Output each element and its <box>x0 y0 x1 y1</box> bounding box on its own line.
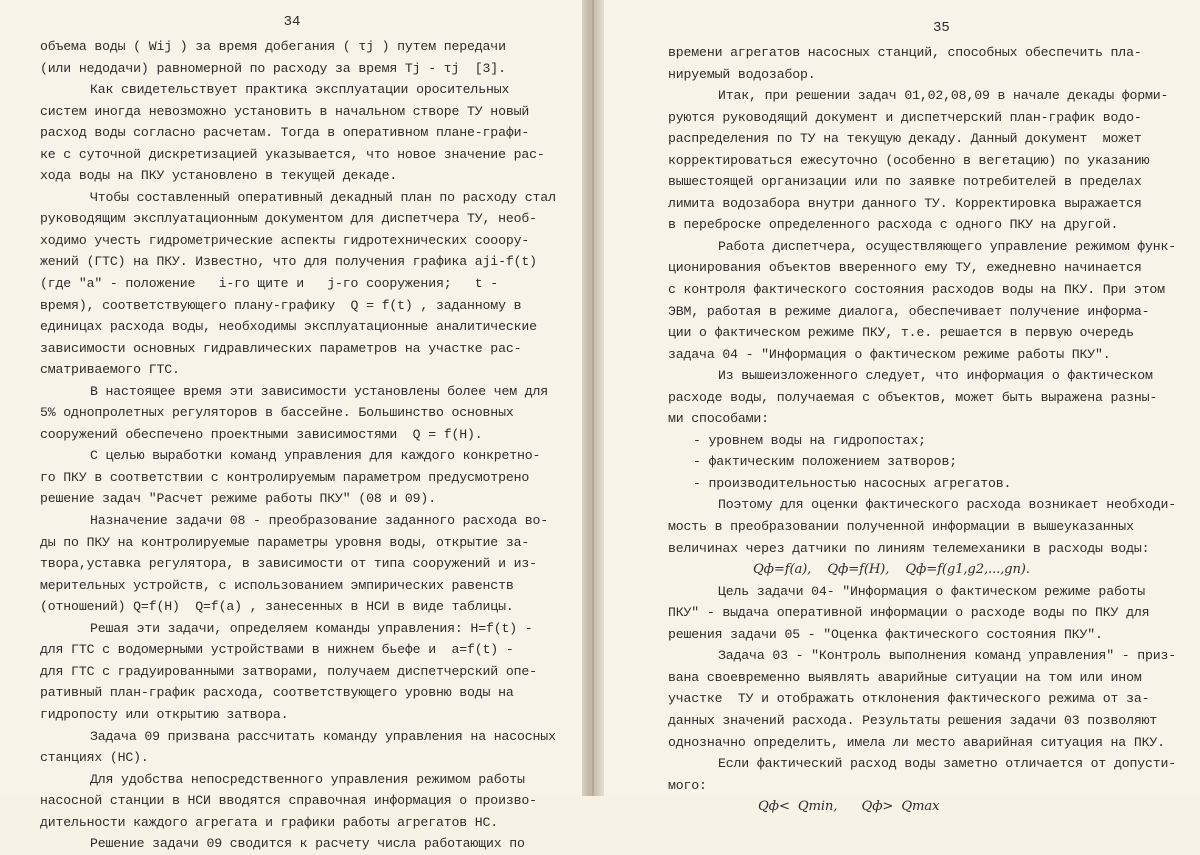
text-line: (отношений) Q=f(H) Q=f(a) , занесенных в НСИ в виде таблицы. <box>40 599 514 615</box>
text-line: задача 04 - "Информация о фактическом режиме работы ПКУ". <box>668 346 1111 362</box>
right-page-text <box>668 42 1177 818</box>
text-line: сооружений обеспечено проектными зависимостями Q = f(H). <box>40 426 483 442</box>
text-line: Задача 03 - "Контроль выполнения команд управления" - приз- <box>718 648 1177 664</box>
text-line: для ГТС с градуированными затворами, получаем диспетчерский опе- <box>40 663 537 679</box>
text-line: - фактическим положением затворов; <box>693 454 957 470</box>
text-line: Назначение задачи 08 - преобразование заданного расхода во- <box>90 513 549 529</box>
text-line: Qф< Qmin, Qф> Qmax <box>758 799 940 815</box>
text-line: расходе воды, получаемая с объектов, может быть выражена разны- <box>668 389 1158 405</box>
text-line: Если фактический расход воды заметно отличается от допусти- <box>718 756 1177 772</box>
text-line: дительности каждого агрегата и графики работы агрегатов НС. <box>40 814 499 830</box>
text-line: насосной станции в НСИ вводятся справочная информация о произво- <box>40 793 537 809</box>
text-line: решение задач "Расчет режиме работы ПКУ" (08 и 09). <box>40 491 436 507</box>
book-gutter <box>582 0 604 796</box>
text-line: мерительных устройств, с использованием эмпирических равенств <box>40 577 514 593</box>
text-line: систем иногда невозможно установить в начальном створе ТУ новый <box>40 103 530 119</box>
text-line: время), соответствующего плану-графику Q = f(t) , заданному в <box>40 297 522 313</box>
text-line: расход воды согласно расчетам. Тогда в оперативном плане-графи- <box>40 125 530 141</box>
text-line: в переброске определенного расхода с одного ПКУ на другой. <box>668 217 1119 233</box>
text-line: объема воды ( Wij ) за время добегания ( τj ) путем передачи <box>40 39 506 54</box>
text-line: С целью выработки команд управления для каждого конкретно- <box>90 448 541 464</box>
text-line: лимита водозабора внутри данного ТУ. Корректировка выражается <box>668 195 1142 211</box>
text-line: единицах расхода воды, необходимы эксплуатационные аналитические <box>40 319 537 335</box>
text-line: с контроля фактического состояния расходов воды на ПКУ. При этом <box>668 282 1165 298</box>
text-line: 5% однопролетных регуляторов в бассейне. Большинство основных <box>40 405 514 421</box>
text-line: распределения по ТУ на текущую декаду. Данный документ может <box>668 131 1142 147</box>
text-line: величинах через датчики по линиям телемеханики в расходы воды: <box>668 540 1150 556</box>
text-line: Решая эти задачи, определяем команды управления: H=f(t) - <box>90 620 533 636</box>
text-line: Как свидетельствует практика эксплуатации оросительных <box>90 82 510 98</box>
text-line: сматриваемого ГТС. <box>40 362 180 378</box>
text-line: гидропосту или открытию затвора. <box>40 706 289 722</box>
text-line: - производительностью насосных агрегатов. <box>693 475 1012 491</box>
text-line: жений (ГТС) на ПКУ. Известно, что для получения графика aji-f(t) <box>40 254 537 270</box>
right-page <box>604 0 1200 815</box>
text-line: Чтобы составленный оперативный декадный план по расходу стал <box>90 189 556 205</box>
text-line: данных значений расхода. Результаты решения задачи 03 позволяют <box>668 712 1158 728</box>
text-line: - уровнем воды на гидропостах; <box>693 432 926 448</box>
text-line: хода воды на ПКУ установлено в текущей декаде. <box>40 168 398 184</box>
text-line: го ПКУ в соответствии с контролируемым параметром предусмотрено <box>40 469 530 485</box>
text-line: Итак, при решении задач 01,02,08,09 в начале декады форми- <box>718 88 1169 104</box>
text-line: ды по ПКУ на контролируемые параметры уровня воды, открытие за- <box>40 534 530 550</box>
text-line: Поэтому для оценки фактического расхода возникает необходи- <box>718 497 1177 513</box>
text-line: корректироваться ежесуточно (особенно в вегетацию) по указанию <box>668 152 1150 168</box>
text-line: участке ТУ и отображать отклонения фактического режима от за- <box>668 691 1150 707</box>
text-line: зависимости основных гидравлических параметров на участке рас- <box>40 340 522 356</box>
left-page-text <box>40 36 564 855</box>
text-line: ходимо учесть гидрометрические аспекты гидротехнических сооору- <box>40 232 530 248</box>
text-line: ции о фактическом режиме ПКУ, т.е. решается в первую очередь <box>668 325 1134 341</box>
left-page-number: 34 <box>283 14 301 30</box>
text-line: Qф=f(a), Qф=f(H), Qф=f(g1,g2,...,gn). <box>753 562 1030 578</box>
text-line: ке с суточной дискретизацией указывается, что новое значение рас- <box>40 146 545 162</box>
text-line: Задача 09 призвана рассчитать команду управления на насосных <box>90 728 556 744</box>
text-line: Для удобства непосредственного управления режимом работы <box>90 771 525 787</box>
text-line: решения задачи 05 - "Оценка фактического состояния ПКУ". <box>668 626 1103 642</box>
text-line: Решение задачи 09 сводится к расчету числа работающих по <box>90 836 525 852</box>
text-line: ЭВМ, работая в режиме диалога, обеспечивает получение информа- <box>668 303 1150 319</box>
text-line: руются руководящий документ и диспетчерский план-график водо- <box>668 109 1142 125</box>
text-line: (где "a" - положение i-го щите и j-го сооружения; t - <box>40 276 499 292</box>
left-page <box>0 0 582 852</box>
text-line: руководящим эксплуатационным документом для диспетчера ТУ, необ- <box>40 211 537 227</box>
text-line: вышестоящей организации или по заявке потребителей в пределах <box>668 174 1142 190</box>
text-line: станциях (НС). <box>40 750 149 766</box>
text-line: мого: <box>668 777 707 793</box>
text-line: вана своевременно выявлять аварийные ситуации на том или ином <box>668 669 1142 685</box>
text-line: однозначно определить, имела ли место аварийная ситуация на ПКУ. <box>668 734 1165 750</box>
text-line: ми способами: <box>668 411 769 427</box>
text-line: Из вышеизложенного следует, что информация о фактическом <box>718 368 1153 384</box>
text-line: В настоящее время эти зависимости установлены более чем для <box>90 383 549 399</box>
text-line: ционирования объектов вверенного ему ТУ, ежедневно начинается <box>668 260 1142 276</box>
text-line: Цель задачи 04- "Информация о фактическом режиме работы <box>718 583 1146 599</box>
right-page-number: 35 <box>933 20 950 36</box>
text-line: Работа диспетчера, осуществляющего управление режимом функ- <box>718 238 1177 254</box>
text-line: нируемый водозабор. <box>668 66 816 82</box>
text-line: ПКУ" - выдача оперативной информации о расходе воды по ПКУ для <box>668 605 1150 621</box>
text-line: (или недодачи) равномерной по расходу за время Tj - τj [3]. <box>40 60 506 76</box>
text-line: ративный план-график расхода, соответствующего уровню воды на <box>40 685 514 701</box>
text-line: твора,уставка регулятора, в зависимости от типа сооружений и из- <box>40 556 537 572</box>
text-line: для ГТС с водомерными устройствами в нижнем бьефе и a=f(t) - <box>40 642 514 658</box>
text-line: времени агрегатов насосных станций, способных обеспечить пла- <box>668 45 1142 60</box>
text-line: мость в преобразовании полученной информации в вышеуказанных <box>668 519 1134 535</box>
gutter-fold <box>592 0 594 796</box>
